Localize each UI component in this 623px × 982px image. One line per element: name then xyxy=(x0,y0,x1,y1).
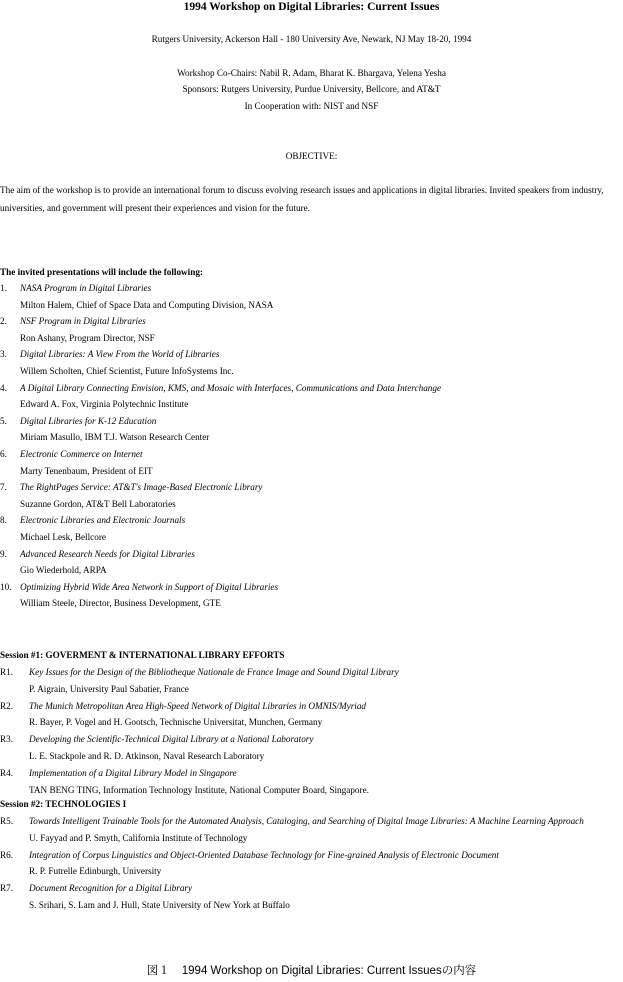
item-author: Miriam Masullo, IBM T.J. Watson Research Center xyxy=(20,432,210,443)
item-title: NASA Program in Digital Libraries xyxy=(20,283,152,293)
list-item xyxy=(0,380,623,413)
list-item xyxy=(0,847,623,881)
item-title: NSF Program in Digital Libraries xyxy=(20,316,146,327)
cooperation-line: In Cooperation with: NIST and NSF xyxy=(244,101,379,111)
list-item xyxy=(0,413,623,446)
item-author: S. Srihari, S. Lam and J. Hull, State University of New York at Buffalo xyxy=(29,899,290,910)
item-title: The Munich Metropolitan Area High-Speed Network of Digital Libraries in OMNIS/Myriad xyxy=(29,700,367,711)
session1-heading: Session #1: GOVERMENT & INTERNATIONAL LIBRARY EFFORTS xyxy=(0,650,285,660)
figure-label: 図１ xyxy=(146,963,170,977)
figure-caption-text: 1994 Workshop on Digital Libraries: Current Issuesの内容 xyxy=(181,965,477,977)
item-number: 1. xyxy=(0,283,7,293)
session1-list xyxy=(0,664,623,798)
item-author: R. P. Futrelle Edinburgh, University xyxy=(29,866,162,877)
figure-caption xyxy=(0,962,623,979)
item-title: Electronic Commerce on Internet xyxy=(20,448,143,459)
item-title: Key Issues for the Design of the Bibliotheque Nationale de France Image and Sound Digital Library xyxy=(29,667,399,677)
item-number: 8. xyxy=(0,515,7,526)
session2-heading: Session #2: TECHNOLOGIES I xyxy=(0,799,127,809)
item-author: Michael Lesk, Bellcore xyxy=(20,531,106,542)
item-author: Marty Tenenbaum, President of EIT xyxy=(20,465,153,476)
item-author: P. Aigrain, University Paul Sabatier, France xyxy=(29,683,189,694)
item-author: R. Bayer, P. Vogel and H. Gootsch, Technische Universitat, Munchen, Germany xyxy=(29,717,323,728)
item-author: William Steele, Director, Business Development, GTE xyxy=(20,598,221,609)
venue-line: Rutgers University, Ackerson Hall - 180 University Ave, Newark, NJ May 18-20, 1994 xyxy=(151,34,472,44)
item-number: R6. xyxy=(0,849,14,860)
item-number: 6. xyxy=(0,448,7,459)
list-item xyxy=(0,731,623,765)
session2-list xyxy=(0,813,623,914)
item-title: Implementation of a Digital Library Model in Singapore xyxy=(29,767,237,778)
list-item xyxy=(0,313,623,346)
item-author: Suzanne Gordon, AT&T Bell Laboratories xyxy=(20,498,176,509)
item-title: Digital Libraries for K-12 Education xyxy=(20,415,157,426)
item-title: Towards Intelligent Trainable Tools for the Automated Analysis, Cataloging, and Searching of Digital Image Libraries: A Machine Learning Approach xyxy=(29,816,584,826)
item-author: Edward A. Fox, Virginia Polytechnic Institute xyxy=(20,399,189,410)
cochairs-line: Workshop Co-Chairs: Nabil R. Adam, Bharat K. Bhargava, Yelena Yesha xyxy=(177,68,446,78)
item-title: The RightPages Service: AT&T's Image-Based Electronic Library xyxy=(20,482,263,493)
item-number: R2. xyxy=(0,700,14,711)
list-item xyxy=(0,664,623,698)
list-item xyxy=(0,880,623,914)
item-title: Electronic Libraries and Electronic Journals xyxy=(20,515,186,526)
item-title: Optimizing Hybrid Wide Area Network in Support of Digital Libraries xyxy=(20,581,279,592)
item-number: 4. xyxy=(0,382,7,393)
list-item xyxy=(0,446,623,479)
list-item xyxy=(0,698,623,732)
list-item xyxy=(0,813,623,847)
item-title: Digital Libraries: A View From the World of Libraries xyxy=(20,349,220,360)
list-item xyxy=(0,479,623,512)
objective-paragraph: The aim of the workshop is to provide an international forum to discuss evolving research issues and applications in digital libraries. Invited speakers from industry, universities, and government will present their experiences and vision for the future. xyxy=(0,185,604,213)
sponsors-line: Sponsors: Rutgers University, Purdue University, Bellcore, and AT&T xyxy=(182,84,441,94)
item-number: R5. xyxy=(0,816,14,826)
item-author: Willem Scholten, Chief Scientist, Future InfoSystems Inc. xyxy=(20,365,234,376)
item-number: 5. xyxy=(0,415,7,426)
item-number: 2. xyxy=(0,316,7,327)
invited-heading: The invited presentations will include the following: xyxy=(0,267,203,277)
item-title: Developing the Scientific-Technical Digital Library at a National Laboratory xyxy=(29,734,314,745)
item-title: A Digital Library Connecting Envision, KMS, and Mosaic with Interfaces, Communications and Data Interchange xyxy=(20,382,442,393)
item-author: Ron Ashany, Program Director, NSF xyxy=(20,332,155,343)
list-item xyxy=(0,765,623,799)
item-author: Milton Halem, Chief of Space Data and Computing Division, NASA xyxy=(20,299,274,310)
item-author: TAN BENG TING, Information Technology Institute, National Computer Board, Singapore. xyxy=(29,784,369,795)
item-number: R1. xyxy=(0,667,14,677)
item-number: 10. xyxy=(0,581,12,592)
item-number: R7. xyxy=(0,883,14,894)
list-item xyxy=(0,346,623,379)
objective-heading: OBJECTIVE: xyxy=(285,151,338,161)
item-title: Advanced Research Needs for Digital Libraries xyxy=(20,548,195,559)
item-number: 3. xyxy=(0,349,7,360)
item-title: Document Recognition for a Digital Library xyxy=(29,883,193,894)
list-item xyxy=(0,546,623,579)
item-author: L. E. Stackpole and R. D. Atkinson, Naval Research Laboratory xyxy=(29,750,265,761)
invited-list xyxy=(0,280,623,612)
item-title: Integration of Corpus Linguistics and Object-Oriented Database Technology for Fine-grained Analysis of Electronic Document xyxy=(29,849,499,860)
item-author: U. Fayyad and P. Smyth, California Institute of Technology xyxy=(29,832,248,843)
item-author: Gio Wiederhold, ARPA xyxy=(20,565,107,576)
list-item xyxy=(0,512,623,545)
list-item xyxy=(0,280,623,313)
item-number: 7. xyxy=(0,482,7,493)
item-number: R3. xyxy=(0,734,14,745)
document-title: 1994 Workshop on Digital Libraries: Current Issues xyxy=(183,1,440,13)
item-number: R4. xyxy=(0,767,14,778)
item-number: 9. xyxy=(0,548,7,559)
list-item xyxy=(0,579,623,612)
